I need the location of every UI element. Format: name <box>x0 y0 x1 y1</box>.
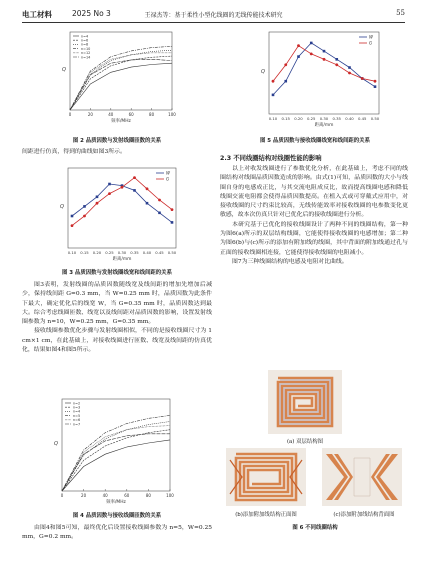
fig3-xtick-label: 0.40 <box>142 250 152 255</box>
fig5-plot-frame <box>269 32 379 114</box>
fig3-point <box>108 192 111 195</box>
fig4-legend-label: n=6 <box>73 418 81 423</box>
fig5-point <box>284 63 287 66</box>
fig3-xlabel: 距离/mm <box>112 257 132 262</box>
fig5-ylabel: Q <box>261 69 265 75</box>
fig6a-caption: (a) 双层结构图 <box>286 439 324 445</box>
fig4-xtick-label: 100 <box>166 493 174 498</box>
fig2-legend-label: n=12 <box>81 51 91 56</box>
right-paras <box>220 165 408 267</box>
fig3-xtick-label: 0.25 <box>105 250 114 255</box>
fig4-legend-label: n=7 <box>73 422 81 427</box>
page-number: 55 <box>396 9 405 17</box>
fig5-xtick-label: 0.50 <box>370 116 380 121</box>
fig5-xtick-label: 0.30 <box>319 116 329 121</box>
fig2-xtick-label: 0 <box>68 112 72 117</box>
header-rule <box>22 22 405 23</box>
figure-5 <box>255 28 385 134</box>
fig4-chart <box>50 395 178 507</box>
fig5-point <box>335 58 338 61</box>
fig6c-caption: (c)添加附加线结构背面图 <box>333 512 395 518</box>
fig4-legend-label: n=2 <box>73 401 81 406</box>
fig4-xtick-label: 80 <box>145 493 151 498</box>
fig5-legend-label: G <box>369 40 373 46</box>
fig2-legend-label: n=10 <box>81 46 91 51</box>
fig6b-caption: (b)添加附加线结构正面图 <box>235 512 297 518</box>
right-para-3-text: 图7为三种线圈结构的电感及电阻对比曲线。 <box>232 258 348 265</box>
journal-name: 电工材料 <box>22 10 52 19</box>
fig4-caption: 图 4 品质因数与接收线圈匝数的关系 <box>72 513 162 519</box>
fig4-legend-label: n=4 <box>73 409 81 414</box>
fig3-point <box>133 189 136 192</box>
figure-3 <box>54 164 182 268</box>
fig5-point <box>348 72 351 75</box>
section-heading: 2.3 不同线圈结构对线圈性能的影响 <box>220 155 322 162</box>
fig3-point <box>171 208 174 211</box>
fig3-caption: 图 3 品质因数与发射线圈线宽和线间距的关系 <box>62 270 172 276</box>
fig5-point <box>323 58 326 61</box>
fig3-point <box>146 202 149 205</box>
left-para-2-text: 图3表明，发射线圈的品质因数随线宽及线间距的增加先增加后减少，保持线间距 G=0.3 mm，当 W=0.25 mm 时，品质因数为此条件下最大，确定优化后的线宽 W，当 G=0.35 mm 时，品质因数达到最大。综合考虑线圈匝数、线宽以及线间距对品质因数的影响，设置发射线圈参数为 n=10，W=0.25 mm，G=0.35 mm。 <box>22 282 212 326</box>
fig3-point <box>171 221 174 224</box>
fig2-ylabel: Q <box>62 67 66 73</box>
fig3-legend-label: W <box>166 170 170 176</box>
fig4-xlabel: 频率/MHz <box>106 500 126 505</box>
fig5-point <box>272 94 275 97</box>
fig2-legend-label: n=8 <box>81 42 89 47</box>
fig5-point <box>310 42 313 45</box>
fig2-xtick-label: 60 <box>128 112 134 117</box>
fig3-xtick-label: 0.30 <box>117 250 127 255</box>
right-para-2-text: 本研究基于已优化的接收线圈设计了两种不同的线圈结构，第一种为图6(a)所示的双层结构线圈，它能使得接收线圈的电感增加；第二种为图6(b)与(c)所示的添加有附加线的线圈，其中背面的附加线通过孔与正面的接收线圈相连接，它能使得接收线圈的电阻减小。 <box>220 221 408 256</box>
running-header <box>22 9 405 21</box>
fig3-xtick-label: 0.50 <box>167 250 177 255</box>
fig5-xtick-label: 0.35 <box>332 116 341 121</box>
fig4-xtick-label: 60 <box>124 493 130 498</box>
fig2-xtick-label: 40 <box>108 112 114 117</box>
fig3-point <box>83 215 86 218</box>
left-para-1-text: 间距进行仿真，得到的曲线如图3所示。 <box>22 149 126 155</box>
fig5-legend-label: W <box>369 34 373 40</box>
fig2-legend-label: n=6 <box>81 38 89 43</box>
fig5-point <box>361 77 364 80</box>
fig3-point <box>83 205 86 208</box>
fig5-point <box>374 85 377 88</box>
fig3-point <box>108 183 111 186</box>
left-para-2 <box>22 281 212 355</box>
left-para-1 <box>22 148 212 157</box>
fig5-point <box>323 50 326 53</box>
fig3-point <box>96 196 99 199</box>
fig2-xtick-label: 20 <box>87 112 93 117</box>
right-para-1-text: 以上对收发线圈进行了参数优化分析，在此基础上，考虑不同的线圈结构对线圈品质因数造成的影响。由式(1)可知，品质因数的大小与线圈自身的电感成正比，与其交流电阻成反比，故而提高线圈电感和降低线圈交流电阻都会使得品质因数提高。在植入式或可穿戴式应用中，对接收线圈的尺寸约束比较高，无线传能效率对接收线圈的电参数变化更敏感，故本次仿真只针对已优化后的接收线圈进行分析。 <box>220 166 408 219</box>
fig3-point <box>158 199 161 202</box>
fig4-ylabel: Q <box>54 441 58 447</box>
fig3-xtick-label: 0.45 <box>155 250 164 255</box>
fig3-chart <box>54 164 182 264</box>
fig3-plot-frame <box>68 168 176 248</box>
fig5-xtick-label: 0.20 <box>294 116 303 121</box>
fig5-xtick-label: 0.15 <box>281 116 290 121</box>
fig2-xtick-label: 80 <box>149 112 155 117</box>
fig3-point <box>71 224 74 227</box>
fig5-xtick-label: 0.45 <box>358 116 367 121</box>
fig5-xtick-label: 0.40 <box>345 116 354 121</box>
fig3-ylabel: Q <box>60 204 64 210</box>
fig5-point <box>374 80 377 83</box>
left-para-4 <box>22 524 212 543</box>
fig3-xtick-label: 0.15 <box>80 250 89 255</box>
fig3-point <box>71 215 74 218</box>
fig3-point <box>146 187 149 190</box>
header-authors-title: 王禄杰等：基于柔性小型化线圈的无线传能技术研究 <box>144 12 283 19</box>
fig5-point <box>335 63 338 66</box>
fig2-legend-label: n=14 <box>81 55 91 60</box>
fig2-xtick-label: 100 <box>168 112 176 117</box>
fig4-xtick-label: 40 <box>102 493 108 498</box>
fig6b-image <box>226 448 306 510</box>
fig5-point <box>284 80 287 83</box>
fig3-point <box>96 202 99 205</box>
fig5-point <box>297 55 300 58</box>
fig5-xlabel: 距离/mm <box>314 123 334 128</box>
fig6c-image <box>322 448 402 510</box>
fig4-legend-label: n=3 <box>73 405 81 410</box>
fig3-xtick-label: 0.10 <box>67 250 77 255</box>
fig3-point <box>121 186 124 189</box>
fig3-legend-label: G <box>166 176 170 182</box>
figure-4 <box>50 395 178 511</box>
fig5-xtick-label: 0.10 <box>268 116 278 121</box>
fig5-point <box>297 44 300 47</box>
left-para-3-text: 接收线圈参数优化步骤与发射线圈相似，不同的是接收线圈尺寸为 1 cm×1 cm，在此基础上，对接收线圈进行匝数、线宽及线间距的仿真优化，结果如图4和图5所示。 <box>22 328 212 354</box>
left-para-4-text: 由图4和图5可知，最终优化后设置接收线圈参数为 n=5，W=0.25 mm，G=0.2 mm。 <box>22 525 212 541</box>
journal-issue: 2025 No 3 <box>72 9 111 18</box>
figure-2 <box>58 28 178 130</box>
fig6b-coil <box>226 448 306 506</box>
fig6c-coil <box>322 448 402 506</box>
fig5-point <box>310 52 313 55</box>
fig3-xtick-label: 0.20 <box>92 250 102 255</box>
fig4-legend-label: n=5 <box>73 413 81 418</box>
fig6-caption: 图 6 不同线圈结构 <box>292 525 338 531</box>
fig5-xtick-label: 0.25 <box>307 116 316 121</box>
fig5-chart <box>255 28 385 130</box>
fig6a-image <box>268 370 342 438</box>
fig4-xtick-label: 20 <box>81 493 87 498</box>
fig2-xlabel: 频率/MHz <box>111 119 131 124</box>
fig3-point <box>133 176 136 179</box>
fig6a-coil <box>268 370 342 434</box>
fig5-caption: 图 5 品质因数与接收线圈线宽和线间距的关系 <box>260 138 370 144</box>
fig2-caption: 图 2 品质因数与发射线圈匝数的关系 <box>72 138 162 144</box>
fig3-point <box>158 212 161 215</box>
fig3-xtick-label: 0.35 <box>130 250 139 255</box>
fig2-chart <box>58 28 178 126</box>
fig4-xtick-label: 0 <box>60 493 64 498</box>
fig2-legend-label: n=4 <box>81 34 89 39</box>
fig5-point <box>348 66 351 69</box>
fig5-point <box>272 80 275 83</box>
